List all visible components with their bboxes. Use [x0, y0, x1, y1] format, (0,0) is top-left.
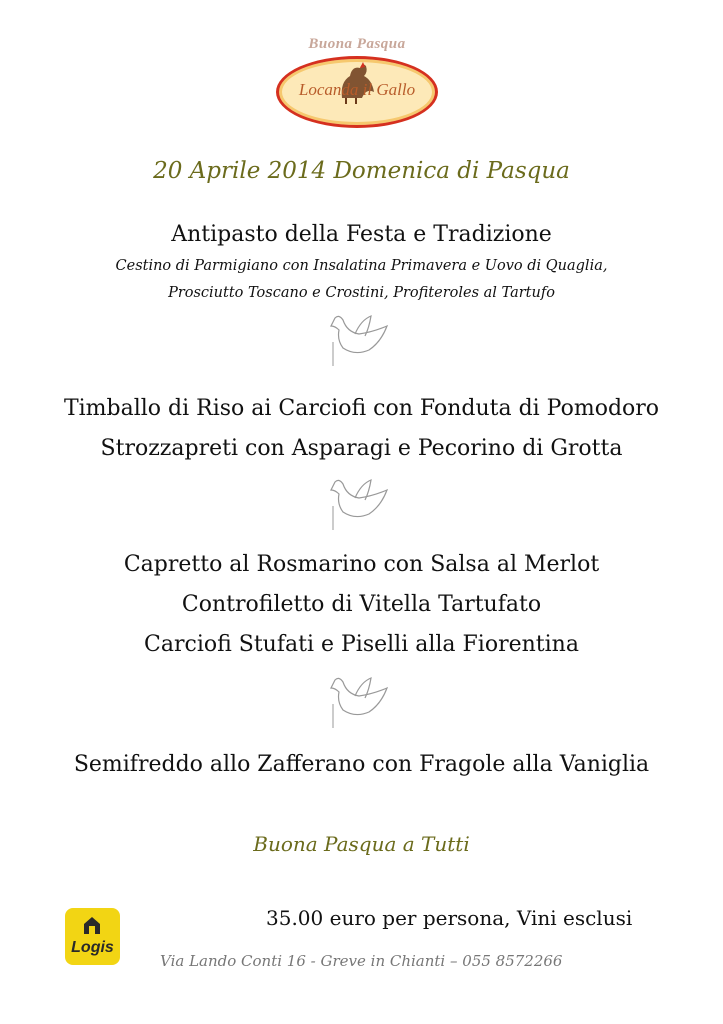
antipasto-line-1: Cestino di Parmigiano con Insalatina Primavera e Uovo di Quaglia, [115, 258, 608, 274]
secondo-1: Capretto al Rosmarino con Salsa al Merlot [123, 552, 600, 577]
date-line: 20 Aprile 2014 Domenica di Pasqua [153, 158, 570, 184]
dove-icon [325, 312, 395, 368]
logis-logo-text: Logis [71, 939, 114, 956]
dove-icon [325, 674, 395, 730]
address-line: Via Lando Conti 16 - Greve in Chianti – 055 8572266 [160, 952, 563, 970]
logo-top-text: Buona Pasqua [308, 36, 406, 52]
restaurant-logo [272, 36, 442, 132]
logis-logo [65, 908, 120, 965]
dove-icon [325, 476, 395, 532]
greeting: Buona Pasqua a Tutti [253, 832, 470, 856]
primo-2: Strozzapreti con Asparagi e Pecorino di Grotta [100, 436, 623, 461]
secondo-3: Carciofi Stufati e Piselli alla Fiorentina [144, 632, 579, 657]
logis-house-icon [81, 914, 103, 936]
secondo-2: Controfiletto di Vitella Tartufato [181, 592, 542, 617]
primo-1: Timballo di Riso ai Carciofi con Fonduta di Pomodoro [63, 396, 660, 421]
antipasto-title: Antipasto della Festa e Tradizione [171, 222, 552, 247]
logo-name: Locanda il Gallo [298, 80, 416, 99]
price-line: 35.00 euro per persona, Vini esclusi [266, 906, 633, 930]
antipasto-line-2: Prosciutto Toscano e Crostini, Profiteroles al Tartufo [168, 285, 555, 301]
dolce: Semifreddo allo Zafferano con Fragole alla Vaniglia [73, 752, 650, 777]
